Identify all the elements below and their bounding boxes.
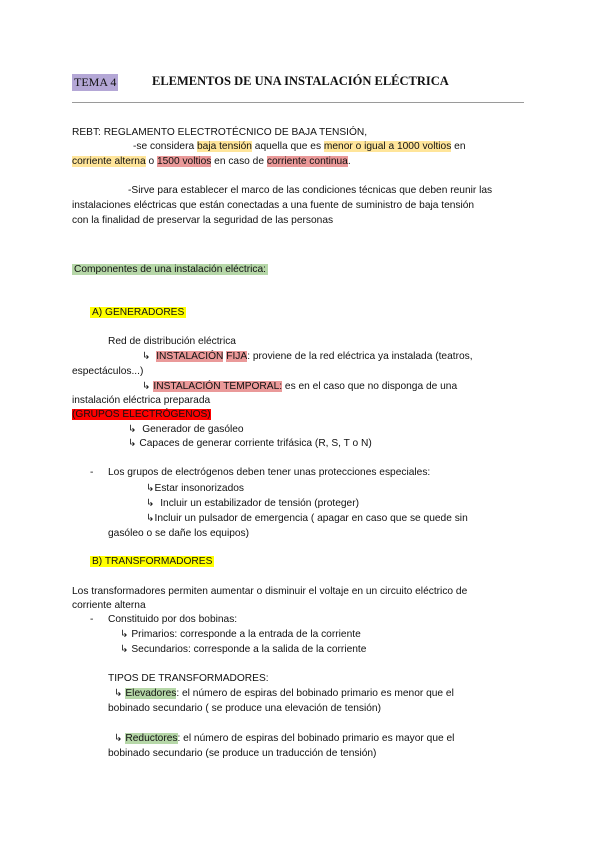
rebt-heading: REBT: REGLAMENTO ELECTROTÉCNICO DE BAJA TENSIÓN, bbox=[72, 127, 368, 138]
text: Incluir un pulsador de emergencia ( apagar en caso que se quede sin bbox=[154, 513, 468, 524]
title-divider bbox=[72, 102, 524, 103]
highlight-corriente-alterna: corriente alterna bbox=[72, 156, 146, 167]
arrow-icon: ↳ bbox=[146, 483, 155, 494]
text: Secundarios: corresponde a la salida de la corriente bbox=[131, 644, 367, 655]
text: . bbox=[347, 156, 351, 167]
instalacion-temporal-cont: instalación eléctrica preparada bbox=[72, 395, 211, 406]
text: Generador de gasóleo bbox=[142, 424, 244, 435]
elevadores-cont: bobinado secundario ( se produce una elevación de tensión) bbox=[108, 703, 381, 714]
highlight-fija: FIJA bbox=[226, 351, 248, 362]
arrow-icon: ↳ bbox=[142, 381, 151, 392]
document-title: ELEMENTOS DE UNA INSTALACIÓN ELÉCTRICA bbox=[152, 74, 449, 88]
grupos-electrogenos: (GRUPOS ELECTRÓGENOS) bbox=[72, 409, 211, 420]
transformadores-intro-2: corriente alterna bbox=[72, 600, 146, 611]
highlight-reductores: Reductores bbox=[125, 733, 178, 744]
red-distribucion: Red de distribución eléctrica bbox=[108, 336, 236, 347]
rebt-line-2 bbox=[72, 156, 351, 167]
transformadores-intro-1: Los transformadores permiten aumentar o disminuir el voltaje en un circuito eléctrico de bbox=[72, 586, 468, 597]
text: -se considera bbox=[133, 141, 197, 152]
text: : el número de espiras del bobinado primario es menor que el bbox=[176, 688, 454, 699]
text: : el número de espiras del bobinado primario es mayor que el bbox=[177, 733, 455, 744]
arrow-icon: ↳ bbox=[120, 644, 129, 655]
text: : proviene de la red eléctrica ya instalada (teatros, bbox=[247, 351, 473, 362]
bobina-primarios bbox=[120, 629, 361, 640]
text: en caso de bbox=[211, 156, 267, 167]
highlight-1500-voltios: 1500 voltios bbox=[156, 156, 212, 167]
tipos-heading: TIPOS DE TRANSFORMADORES: bbox=[108, 673, 269, 684]
instalacion-fija-line bbox=[142, 351, 473, 362]
text: en bbox=[451, 141, 466, 152]
arrow-icon: ↳ bbox=[114, 733, 123, 744]
rebt-line-1 bbox=[133, 141, 466, 152]
highlight-instalacion-temporal: INSTALACIÓN TEMPORAL: bbox=[153, 381, 283, 392]
arrow-icon: ↳ bbox=[120, 629, 129, 640]
highlight-elevadores: Elevadores bbox=[125, 688, 177, 699]
transformadores-heading: B) TRANSFORMADORES bbox=[92, 556, 213, 567]
dash-bullet: - bbox=[90, 614, 94, 625]
protecciones-line: Los grupos de electrógenos deben tener unas protecciones especiales: bbox=[108, 467, 431, 478]
arrow-icon: ↳ bbox=[128, 424, 137, 435]
instalacion-fija-cont: espectáculos...) bbox=[72, 366, 144, 377]
bobinas-line: Constituido por dos bobinas: bbox=[108, 614, 238, 625]
elevadores-line bbox=[114, 688, 454, 699]
instalacion-temporal-line bbox=[142, 381, 457, 392]
proteccion-item-3-cont: gasóleo o se dañe los equipos) bbox=[108, 528, 250, 539]
highlight-corriente-continua: corriente continua bbox=[266, 156, 348, 167]
arrow-icon: ↳ bbox=[146, 498, 155, 509]
generador-item-1 bbox=[128, 424, 244, 435]
arrow-icon: ↳ bbox=[146, 513, 155, 524]
componentes-heading: Componentes de una instalación eléctrica: bbox=[74, 264, 266, 275]
text: Estar insonorizados bbox=[154, 483, 245, 494]
arrow-icon: ↳ bbox=[128, 438, 137, 449]
arrow-icon: ↳ bbox=[142, 351, 151, 362]
proteccion-item-2 bbox=[146, 498, 359, 509]
highlight-instalacion: INSTALACIÓN bbox=[156, 351, 224, 362]
reductores-cont: bobinado secundario (se produce un traducción de tensión) bbox=[108, 748, 377, 759]
dash-bullet: - bbox=[90, 467, 94, 478]
rebt-paragraph-line-1: -Sirve para establecer el marco de las condiciones técnicas que deben reunir las bbox=[128, 185, 493, 196]
rebt-paragraph-line-3: con la finalidad de preservar la seguridad de las personas bbox=[72, 215, 334, 226]
text: o bbox=[145, 156, 157, 167]
arrow-icon: ↳ bbox=[114, 688, 123, 699]
text: Primarios: corresponde a la entrada de la corriente bbox=[131, 629, 361, 640]
tema-label: TEMA 4 bbox=[74, 75, 117, 89]
generador-item-2 bbox=[128, 438, 372, 449]
generadores-heading: A) GENERADORES bbox=[92, 307, 185, 318]
reductores-line bbox=[114, 733, 454, 744]
highlight-1000-voltios: menor o igual a 1000 voltios bbox=[323, 141, 452, 152]
bobina-secundarios bbox=[120, 644, 366, 655]
proteccion-item-3 bbox=[146, 513, 468, 524]
text: Incluir un estabilizador de tensión (proteger) bbox=[160, 498, 359, 509]
highlight-baja-tension: baja tensión bbox=[197, 141, 252, 152]
text: Capaces de generar corriente trifásica (R, S, T o N) bbox=[139, 438, 372, 449]
text: es en el caso que no disponga de una bbox=[282, 381, 458, 392]
proteccion-item-1 bbox=[146, 483, 244, 494]
rebt-paragraph-line-2: instalaciones eléctricas que están conectadas a una fuente de suministro de baja tensión bbox=[72, 200, 475, 211]
text: aquella que es bbox=[251, 141, 324, 152]
